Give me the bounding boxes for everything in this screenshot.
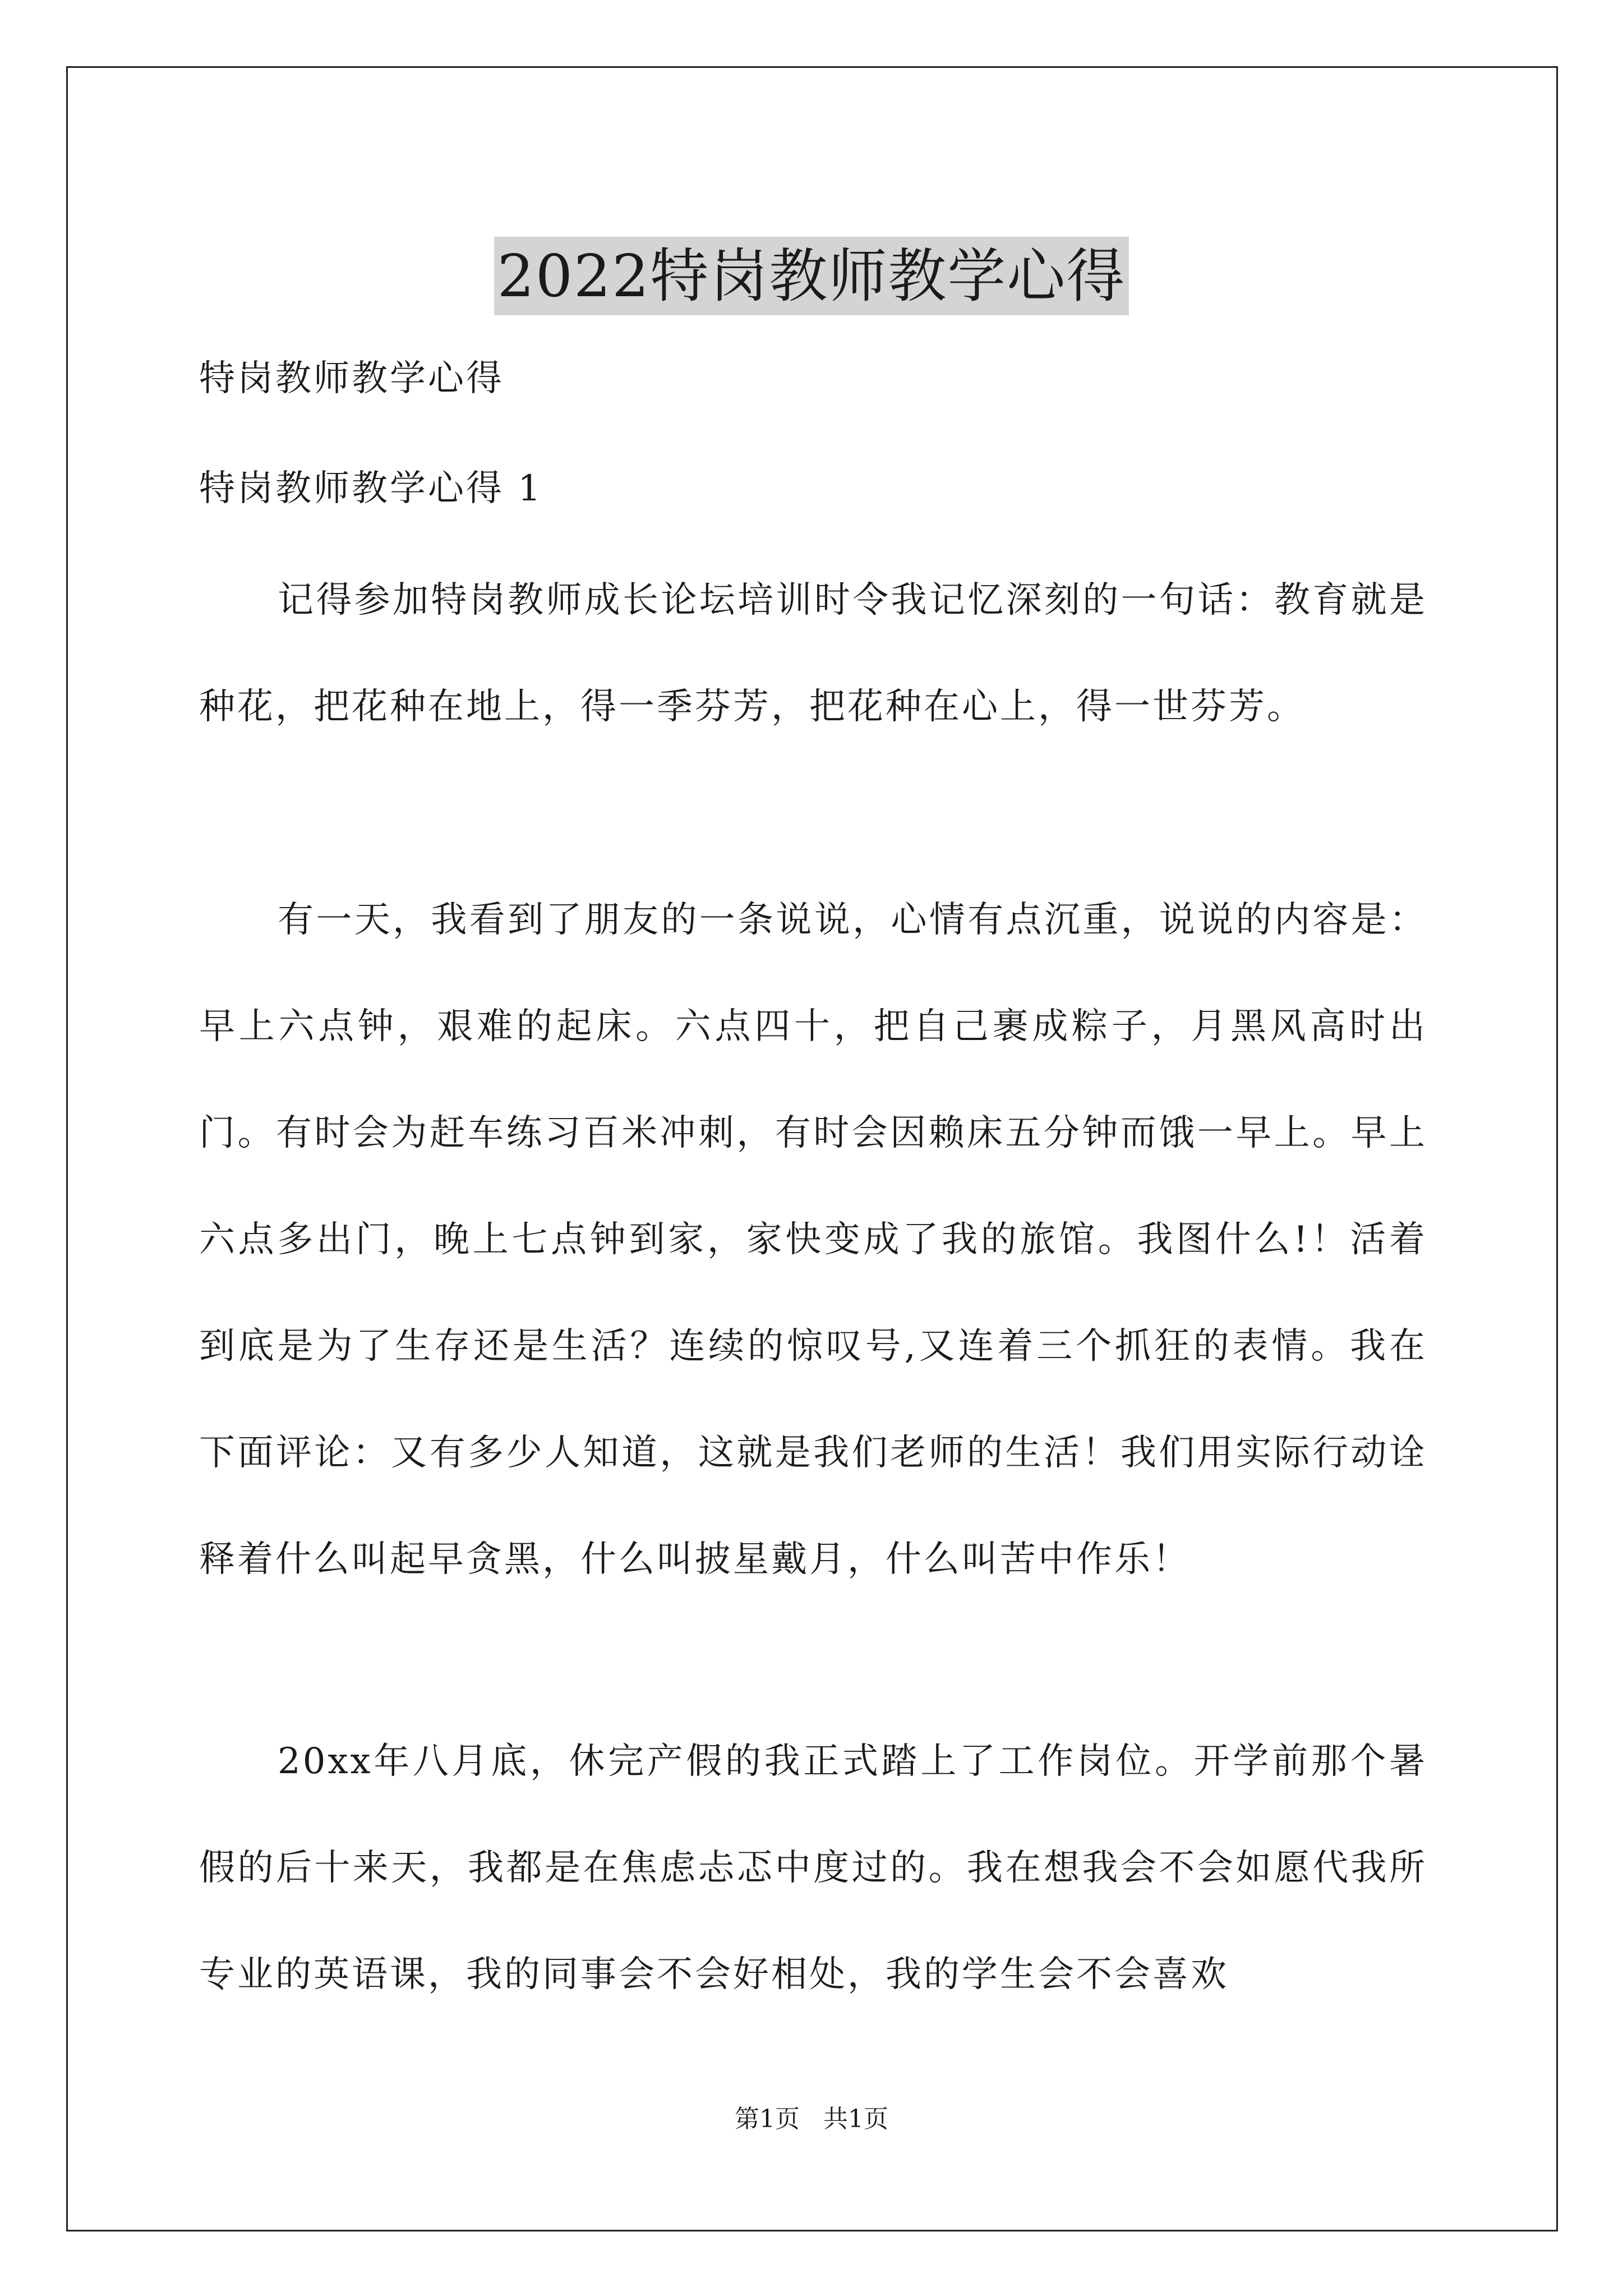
paragraph-1: 记得参加特岗教师成长论坛培训时令我记忆深刻的一句话：教育就是种花，把花种在地上，得一季芬芳，把花种在心上，得一世芬芳。 — [199, 579, 1427, 728]
paragraph-2: 有一天，我看到了朋友的一条说说，心情有点沉重，说说的内容是：早上六点钟，艰难的起床。六点四十，把自己裹成粽子，月黑风高时出门。有时会为赶车练习百米冲刺，有时会因赖床五分钟而饿一早上。早上六点多出门，晚上七点钟到家，家快变成了我的旅馆。我图什么!！活着到底是为了生存还是生活？连续的惊叹号,又连着三个抓狂的表情。我在下面评论：又有多少人知道，这就是我们老师的生活！我们用实际行动诠释着什么叫起早贪黑，什么叫披星戴月，什么叫苦中作乐！ — [199, 899, 1427, 1580]
section-heading: 特岗教师教学心得 1 — [199, 468, 543, 509]
title-container — [0, 197, 1623, 354]
document-title: 2022特岗教师教学心得 — [494, 237, 1129, 315]
document-subtitle: 特岗教师教学心得 — [199, 358, 504, 399]
page-number-total: 共1页 — [823, 2105, 888, 2133]
page-footer — [0, 2102, 1623, 2136]
page-number-current: 第1页 — [735, 2105, 800, 2133]
paragraph-3: 20xx年八月底，休完产假的我正式踏上了工作岗位。开学前那个暑假的后十来天，我都是在焦虑忐忑中度过的。我在想我会不会如愿代我所专业的英语课，我的同事会不会好相处，我的学生会不会喜欢 — [199, 1741, 1427, 1995]
